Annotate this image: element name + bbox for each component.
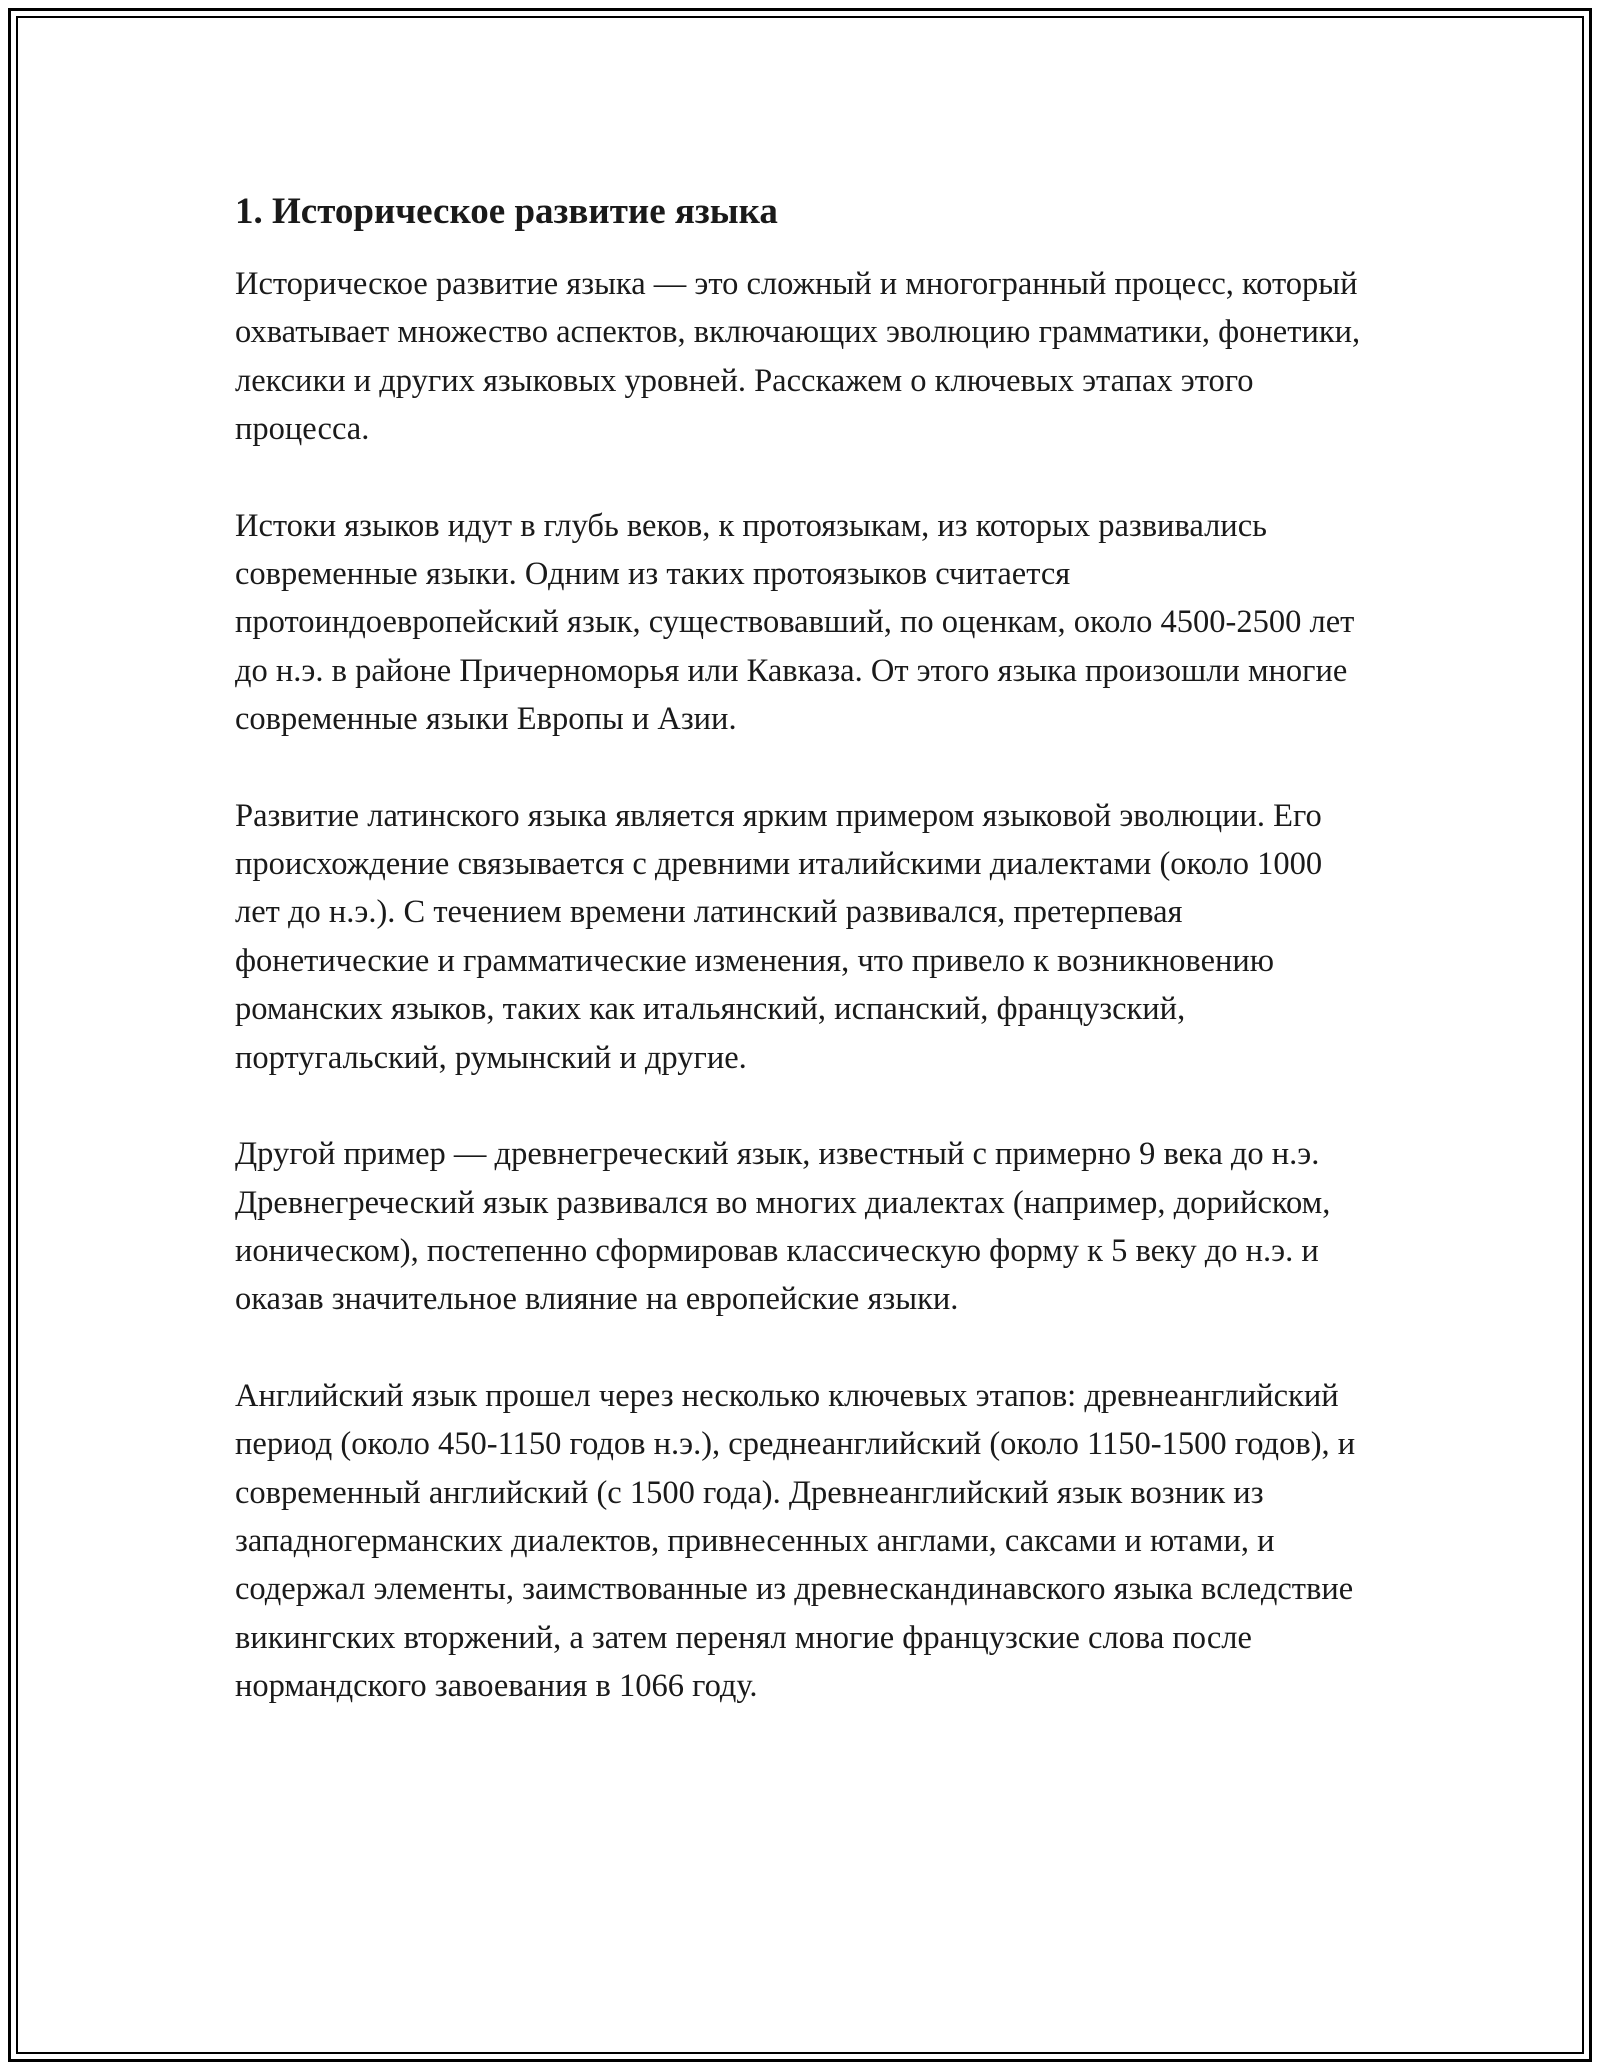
paragraph-4: Другой пример — древнегреческий язык, известный с примерно 9 века до н.э. Древнегреческий язык развивался во многих диалектах (например, дорийском, ионическом), постепенно сформировав классическую форму к 5 веку до н.э. и оказав значительное влияние на европейские языки. (235, 1136, 1331, 1318)
document-body (235, 186, 1375, 1759)
paragraph-1: Историческое развитие языка — это сложный и многогранный процесс, который охватывает множество аспектов, включающих эволюцию грамматики, фонетики, лексики и других языковых уровней. Расскажем о ключевых этапах этого процесса. (235, 266, 1361, 448)
paragraph-5: Английский язык прошел через несколько ключевых этапов: древнеанглийский период (около 450-1150 годов н.э.), среднеанглийский (около 1150-1500 годов), и современный английский (с 1500 года). Древнеанглийский язык возник из западногерманских диалектов, привнесенных англами, саксами и ютами, и содержал элементы, заимствованные из древнескандинавского языка вследствие викингских вторжений, а затем перенял многие французские слова после нормандского завоевания в 1066 году. (235, 1377, 1356, 1705)
paragraph-2: Истоки языков идут в глубь веков, к протоязыкам, из которых развивались современные языки. Одним из таких протоязыков считается протоиндоевропейский язык, существовавший, по оценкам, около 4500-2500 лет до н.э. в районе Причерноморья или Кавказа. От этого языка произошли многие современные языки Европы и Азии. (235, 507, 1355, 738)
section-heading: 1. Историческое развитие языка (235, 191, 778, 232)
paragraph-3: Развитие латинского языка является ярким примером языковой эволюции. Его происхождение связывается с древними италийскими диалектами (около 1000 лет до н.э.). С течением времени латинский развивался, претерпевая фонетические и грамматические изменения, что привело к возникновению романских языков, таких как итальянский, испанский, французский, португальский, румынский и другие. (235, 797, 1323, 1076)
